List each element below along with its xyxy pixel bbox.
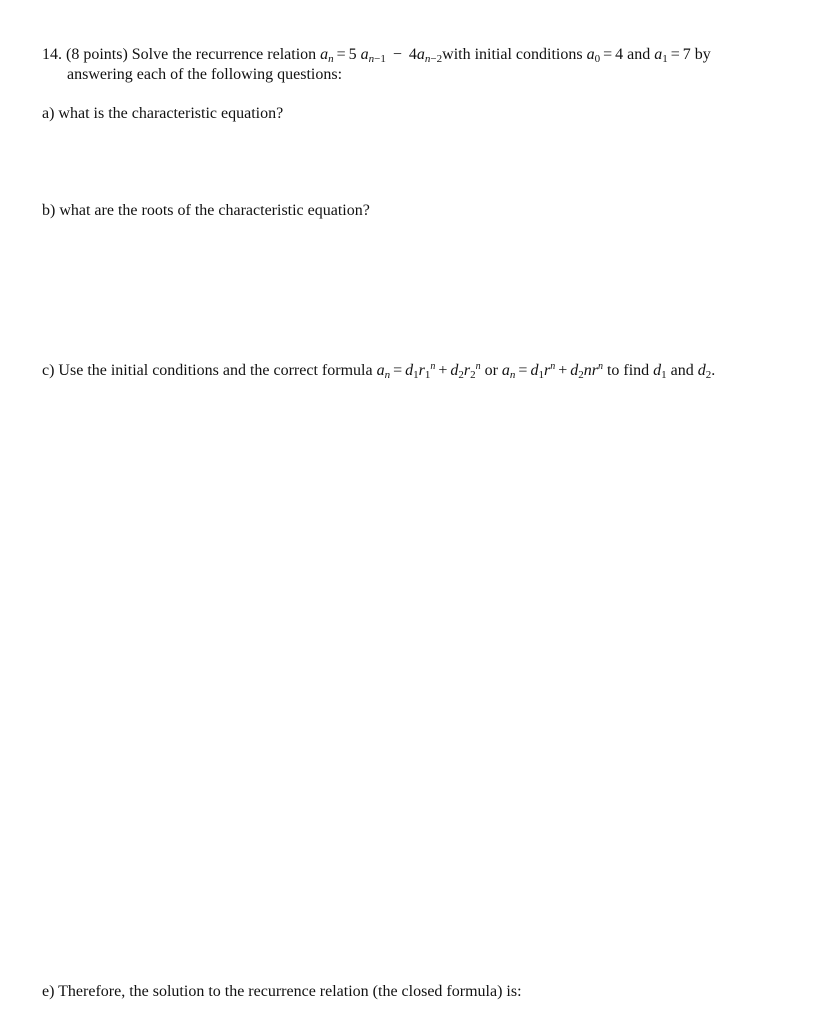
- problem-intro: Solve the recurrence relation: [131, 46, 317, 63]
- unknown-d1: $d_1$: [653, 362, 667, 381]
- question-c-or: or: [484, 362, 498, 379]
- question-c-to-find: to find: [606, 362, 650, 379]
- unknown-d2: $d_2$: [697, 362, 712, 381]
- question-e: e) Therefore, the solution to the recurrence relation (the closed formula) is:: [42, 983, 522, 1000]
- recurrence-formula: an = 5 $an_{-1} - 4an_{-2}$: [320, 46, 443, 65]
- initial-condition-a1: $a_1 = 7$: [654, 46, 691, 65]
- formula-repeated-root: an = $d_1r^n + d_2nr^n$: [501, 361, 603, 381]
- formula-distinct-roots: an = $d_1r_1^n + d_2r_2^n$: [376, 361, 481, 381]
- with-initial-text: with initial conditions: [442, 46, 583, 63]
- question-b: b) what are the roots of the characteristic equation?: [42, 202, 370, 219]
- problem-statement-line2: answering each of the following questions:: [67, 66, 343, 83]
- question-c-and: and: [670, 362, 694, 379]
- initial-condition-a0: $a_0 = 4$: [586, 46, 624, 65]
- by-text: by: [694, 46, 711, 63]
- problem-points: (8 points): [66, 46, 128, 63]
- and-text: and: [627, 46, 651, 63]
- question-c: c) Use the initial conditions and the correct formula an = $d_1r_1^n + d_2r_2^n$ or an = $d_1r^n + d_2nr^n$ to find $d_1$ and $d_2$.: [42, 361, 716, 381]
- question-c-prefix: c) Use the initial conditions and the correct formula: [42, 362, 373, 379]
- question-a: a) what is the characteristic equation?: [42, 105, 284, 122]
- problem-number: 14.: [42, 46, 62, 63]
